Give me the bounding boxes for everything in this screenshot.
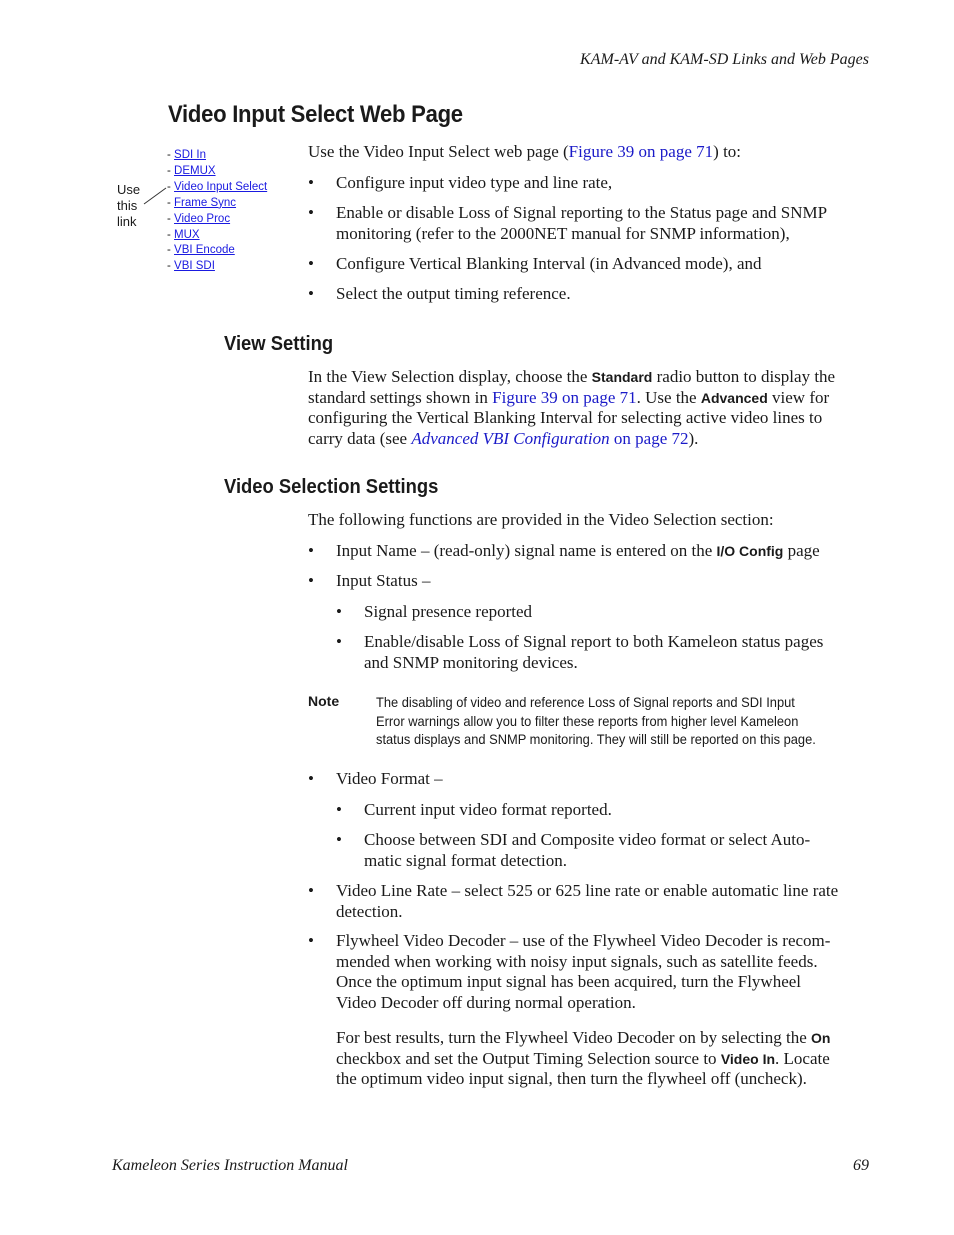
nav-link-mux[interactable]: MUX [174, 228, 200, 241]
best-results-paragraph: For best results, turn the Flywheel Video Decoder on by selecting the On checkbox and set the Output Timing Selection source to Video In. Locate the optimum video input signal, then turn the flywheel off (uncheck). [336, 1028, 831, 1088]
running-header: KAM-AV and KAM-SD Links and Web Pages [580, 51, 869, 68]
nav-link-video-proc[interactable]: Video Proc [174, 212, 231, 225]
nav-link-list [167, 148, 267, 275]
nav-link-demux[interactable]: DEMUX [174, 164, 216, 177]
page-title: Video Input Select Web Page [168, 101, 463, 128]
figure-link[interactable]: Figure 39 on page 71 [492, 387, 637, 407]
nav-item-mux: - MUX [167, 228, 200, 241]
nav-link-sdi-in[interactable]: SDI In [174, 149, 206, 161]
video-selection-intro: The following functions are provided in the Video Selection section: [308, 510, 774, 529]
nav-item-frame-sync: - Frame Sync [167, 196, 237, 209]
nav-item-video-proc: - Video Proc [167, 212, 231, 225]
advanced-vbi-link[interactable]: Advanced VBI Configuration on page 72 [411, 428, 689, 448]
nav-link-frame-sync[interactable]: Frame Sync [174, 196, 237, 209]
nav-item-vbi-encode: - VBI Encode [167, 244, 235, 257]
nav-item-sdi-in: - SDI In [167, 149, 206, 161]
nav-link-vbi-sdi[interactable]: VBI SDI [174, 260, 215, 273]
nav-link-video-input-select[interactable]: Video Input Select [174, 180, 268, 193]
page-number: 69 [853, 1157, 869, 1174]
intro-paragraph: Use the Video Input Select web page (Figure 39 on page 71) to: [308, 142, 742, 161]
footer-manual-title: Kameleon Series Instruction Manual [112, 1157, 348, 1174]
callout-line [140, 182, 180, 212]
nav-link-vbi-encode[interactable]: VBI Encode [174, 244, 235, 257]
view-setting-paragraph: In the View Selection display, choose the Standard radio button to display the standard settings shown in Figure 39 on page 71. Use the Advanced view for configuring the Vertical Blanking Interval for selecting active video lines to carry data (see Advanced VBI Configuration on page 72). [308, 367, 836, 448]
nav-item-vbi-sdi: - VBI SDI [167, 260, 215, 273]
nav-item-video-input-select: - Video Input Select [167, 180, 268, 193]
section-heading-video-selection: Video Selection Settings [224, 476, 439, 498]
note-text: The disabling of video and reference Loss of Signal reports and SDI Input Error warnings allow you to filter these reports from higher level Kameleon status displays and SNMP monitoring. They will still be reported on this page. [376, 694, 816, 747]
section-heading-view-setting: View Setting [224, 333, 334, 355]
nav-item-demux: - DEMUX [167, 164, 216, 177]
callout-label: Use this link [117, 182, 141, 229]
figure-link[interactable]: Figure 39 on page 71 [568, 142, 714, 161]
note-label: Note [308, 693, 340, 709]
